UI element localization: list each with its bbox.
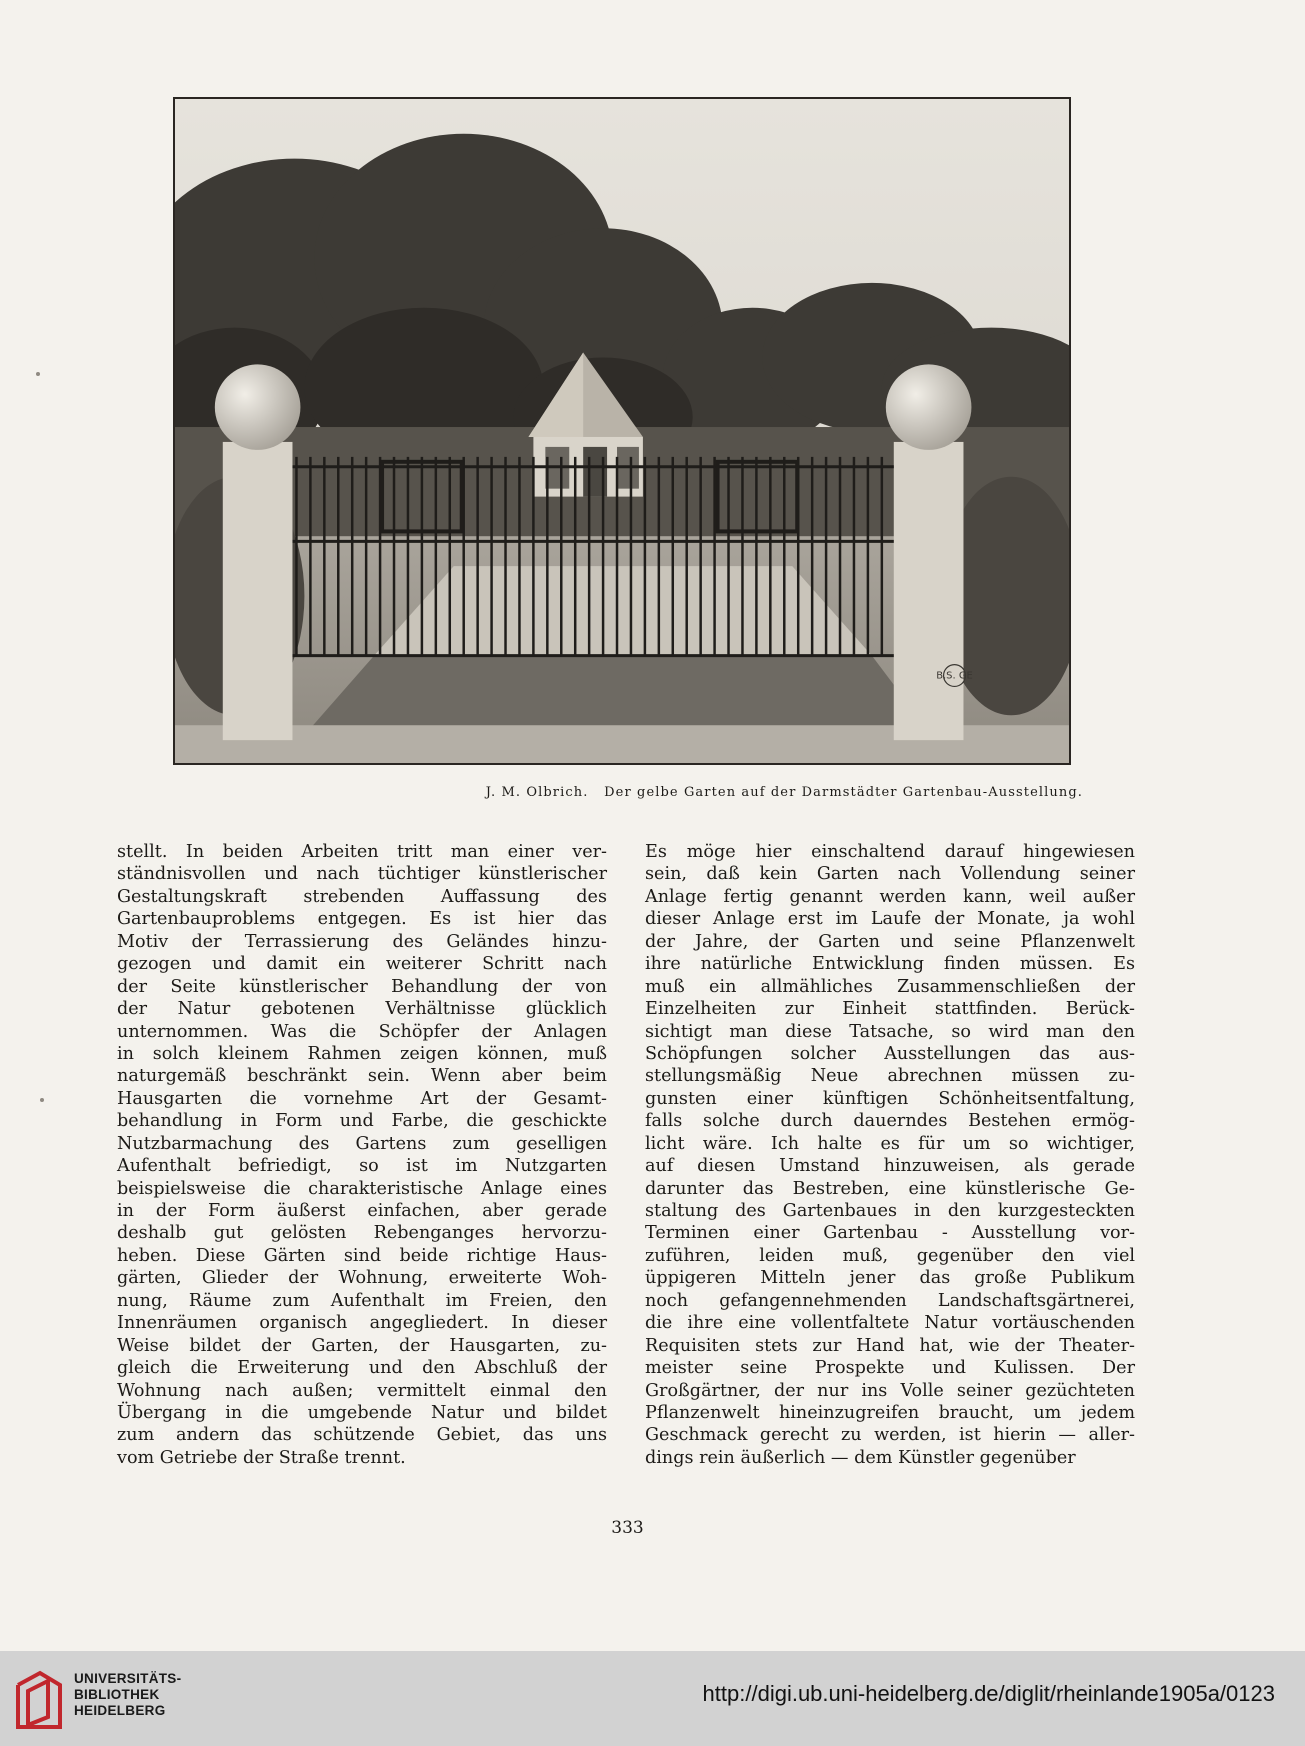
text-line: Aufenthalt befriedigt, so ist im Nutzgarten — [117, 1156, 607, 1177]
text-line: gezogen und damit ein weiterer Schritt nach — [117, 954, 607, 975]
garden-photo-illustration — [175, 99, 1069, 763]
text-line: üppigeren Mitteln jener das große Publikum — [645, 1268, 1135, 1289]
text-line: Anlage fertig genannt werden kann, weil außer — [645, 886, 1135, 907]
text-line: in der Form äußerst einfachen, aber gerade — [117, 1201, 607, 1221]
text-line: Terminen einer Gartenbau - Ausstellung vor- — [645, 1223, 1135, 1244]
text-line: dings rein äußerlich — dem Künstler gegenüber — [645, 1447, 1076, 1468]
scan-speck — [40, 1098, 44, 1102]
text-line: zum andern das schützende Gebiet, das uns — [117, 1425, 607, 1446]
text-line: Wohnung nach außen; vermittelt einmal den — [117, 1380, 607, 1401]
text-line: ihre natürliche Entwicklung finden müssen. Es — [645, 954, 1135, 975]
text-line: Großgärtner, der nur ins Volle seiner gezüchteten — [645, 1380, 1135, 1401]
text-line: licht wäre. Ich halte es für um so wichtiger, — [645, 1133, 1135, 1154]
caption-author: J. M. Olbrich. — [485, 785, 589, 800]
text-line: Innenräumen organisch angegliedert. In dieser — [117, 1313, 607, 1334]
text-line: muß ein allmähliches Zusammenschließen der — [645, 976, 1135, 997]
text-line: gunsten einer künftigen Schönheitsentfaltung, — [645, 1088, 1135, 1109]
text-line: dieser Anlage erst im Laufe der Monate, ja wohl — [645, 909, 1135, 930]
text-line: gärten, Glieder der Wohnung, erweiterte Woh- — [117, 1268, 607, 1289]
text-line: Nutzbarmachung des Gartens zum geselligen — [117, 1133, 607, 1154]
text-line: staltung des Gartenbaues in den kurzgesteckten — [645, 1201, 1135, 1221]
library-name: UNIVERSITÄTS- BIBLIOTHEK HEIDELBERG — [74, 1671, 182, 1718]
right-text-column — [645, 841, 1135, 1469]
text-line: naturgemäß beschränkt sein. Wenn aber beim — [117, 1066, 607, 1087]
text-line: Hausgarten die vornehme Art der Gesamt- — [117, 1088, 607, 1109]
text-line: Übergang in die umgebende Natur und bildet — [117, 1402, 607, 1423]
text-line: nung, Räume zum Aufenthalt im Freien, den — [117, 1290, 607, 1311]
text-line: falls solche durch dauerndes Bestehen ermög- — [645, 1111, 1135, 1132]
text-line: in solch kleinem Rahmen zeigen können, muß — [117, 1043, 607, 1064]
page-number: 333 — [611, 1518, 644, 1538]
text-line: stellt. In beiden Arbeiten tritt man einer ver- — [117, 842, 607, 862]
text-line: Geschmack gerecht zu werden, ist hierin — aller- — [645, 1425, 1135, 1446]
text-line: sein, daß kein Garten nach Vollendung seiner — [645, 864, 1135, 885]
text-line: Motiv der Terrassierung des Geländes hinzu- — [117, 931, 607, 952]
text-line: Schöpfungen solcher Ausstellungen das aus- — [645, 1043, 1135, 1064]
text-line: behandlung in Form und Farbe, die geschickte — [117, 1111, 607, 1132]
scan-speck — [36, 372, 40, 376]
text-line: deshalb gut gelösten Rebenganges hervorzu- — [117, 1223, 607, 1244]
text-line: der Jahre, der Garten und seine Pflanzenwelt — [645, 931, 1135, 952]
text-line: darunter das Bestreben, eine künstlerische Ge- — [645, 1178, 1135, 1199]
digitization-footer — [0, 1651, 1305, 1746]
text-line: Einzelheiten zur Einheit stattfinden. Berück- — [645, 999, 1135, 1020]
library-logo-icon — [14, 1667, 64, 1731]
text-line: Es möge hier einschaltend darauf hingewiesen — [645, 842, 1135, 862]
text-line: auf diesen Umstand hinzuweisen, als gerade — [645, 1156, 1135, 1177]
text-line: der Natur gebotenen Verhältnisse glücklich — [117, 999, 607, 1020]
figure-caption — [173, 785, 1083, 800]
text-line: der Seite künstlerischer Behandlung der von — [117, 976, 607, 997]
garden-photograph — [173, 97, 1071, 765]
caption-text: Der gelbe Garten auf der Darmstädter Gartenbau-Ausstellung. — [604, 785, 1083, 800]
text-line: Weise bildet der Garten, der Hausgarten, zu- — [117, 1335, 607, 1356]
text-line: Gestaltungskraft strebenden Auffassung des — [117, 886, 607, 907]
text-line: Gartenbauproblems entgegen. Es ist hier das — [117, 909, 607, 930]
text-line: zuführen, leiden muß, gegenüber den viel — [645, 1245, 1135, 1266]
text-line: ständnisvollen und nach tüchtiger künstlerischer — [117, 864, 607, 885]
text-line: beispielsweise die charakteristische Anlage eines — [117, 1178, 607, 1199]
text-line: die ihre eine vollentfaltete Natur vortäuschenden — [645, 1313, 1135, 1334]
photo-mark: B.S. GE — [936, 670, 973, 682]
left-text-column — [117, 841, 607, 1469]
text-line: sichtigt man diese Tatsache, so wird man den — [645, 1021, 1135, 1042]
text-line: meister seine Prospekte und Kulissen. Der — [645, 1358, 1135, 1379]
permalink-url[interactable]: http://digi.ub.uni-heidelberg.de/diglit/rheinlande1905a/0123 — [702, 1681, 1275, 1706]
text-line: vom Getriebe der Straße trennt. — [117, 1447, 406, 1468]
text-line: noch gefangennehmenden Landschaftsgärtnerei, — [645, 1290, 1135, 1311]
text-line: Pflanzenwelt hineinzugreifen braucht, um jedem — [645, 1402, 1135, 1423]
text-line: gleich die Erweiterung und den Abschluß der — [117, 1358, 607, 1379]
text-line: heben. Diese Gärten sind beide richtige Haus- — [117, 1245, 607, 1266]
text-line: unternommen. Was die Schöpfer der Anlagen — [117, 1021, 607, 1042]
text-line: Requisiten stets zur Hand hat, wie der Theater- — [645, 1335, 1135, 1356]
text-line: stellungsmäßig Neue abrechnen müssen zu- — [645, 1066, 1135, 1087]
